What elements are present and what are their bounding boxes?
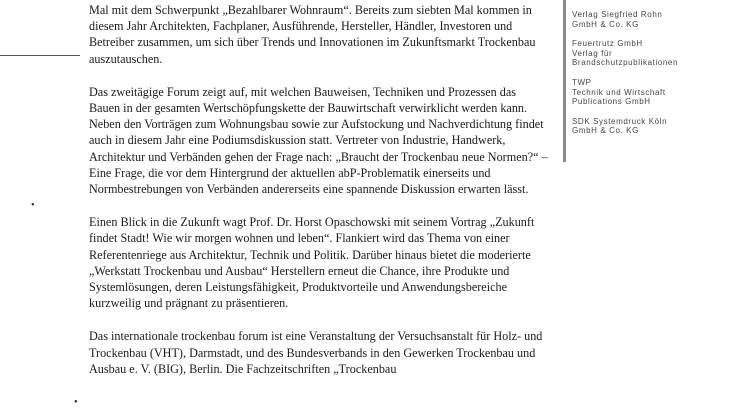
sponsor-line: TWP <box>572 77 592 87</box>
sponsor-entry-feuertrutz <box>572 39 742 68</box>
sponsor-line: Feuertrutz GmbH <box>572 39 643 49</box>
sponsor-line: GmbH & Co. KG <box>572 19 639 29</box>
article-body <box>89 2 549 394</box>
sponsor-entry-twp <box>572 78 742 107</box>
sponsor-line: Verlag Siegfried Rohn <box>572 10 663 19</box>
sponsor-line: GmbH & Co. KG <box>572 126 639 136</box>
left-divider-line <box>0 55 80 56</box>
sponsor-line: Technik und Wirtschaft <box>572 87 666 97</box>
article-paragraph: Einen Blick in die Zukunft wagt Prof. Dr. Horst Opaschowski mit seinem Vortrag „Zukunft findet Stadt! Wie wir morgen wohnen und leben“. Flankiert wird das Thema von einer Referentenriege aus Architektur, Technik und Politik. Darüber hinaus bietet die moderierte „Werkstatt Trockenbau und Ausbau“ Herstellern erneut die Chance, ihre Produkte und Systemlösungen, deren Leistungsfähigkeit, Produktvorteile und Anwendungsbereiche kurzweilig und prägnant zu präsentieren. <box>89 215 535 311</box>
article-paragraph: Mal mit dem Schwerpunkt „Bezahlbarer Wohnraum“. Bereits zum siebten Mal kommen in diesem Jahr Architekten, Fachplaner, Ausführende, Hersteller, Händler, Investoren und Betreiber zusammen, um sich über Trends und Innovationen im Zukunftsmarkt Trockenbau auszutauschen. <box>89 3 536 66</box>
sponsor-sidebar <box>563 0 743 162</box>
sponsor-line: Verlag für <box>572 48 613 58</box>
sponsor-line: Brandschutzpublikationen <box>572 58 679 68</box>
article-paragraph: Das internationale trockenbau forum ist eine Veranstaltung der Versuchsanstalt für Holz- und Trockenbau (VHT), Darmstadt, und des Bundesverbands in den Gewerken Trockenbau und Ausbau e. V. (BIG), Berlin. Die Fachzeitschriften „Trockenbau <box>89 329 543 376</box>
sponsor-entry-sdk <box>572 117 742 136</box>
sidebar-accent-bar <box>563 0 566 162</box>
sponsor-entry-rohn <box>572 10 742 29</box>
sponsor-list <box>572 10 742 146</box>
article-paragraph: Das zweitägige Forum zeigt auf, mit welchen Bauweisen, Techniken und Prozessen das Bauen in der gesamten Wertschöpfungskette der Bauwirtschaft verwirklicht werden kann. Neben den Vorträgen zum Wohnungsbau sowie zur Aufstockung und Nachverdichtung findet auch in diesem Jahr eine Podiumsdiskussion statt. Vertreter von Industrie, Handwerk, Architektur und Verbänden gehen der Frage nach: „Braucht der Trockenbau neue Normen?“ – Eine Frage, die vor dem Hintergrund der aktuellen abP-Problematik einerseits und Normbestrebungen von Verbänden andererseits eine spannende Diskussion erwarten lässt. <box>89 84 548 197</box>
sponsor-line: SDK Systemdruck Köln <box>572 116 668 126</box>
bullet-marker: • <box>31 200 35 211</box>
sponsor-line: Publications GmbH <box>572 97 651 107</box>
bullet-marker: • <box>74 397 78 408</box>
